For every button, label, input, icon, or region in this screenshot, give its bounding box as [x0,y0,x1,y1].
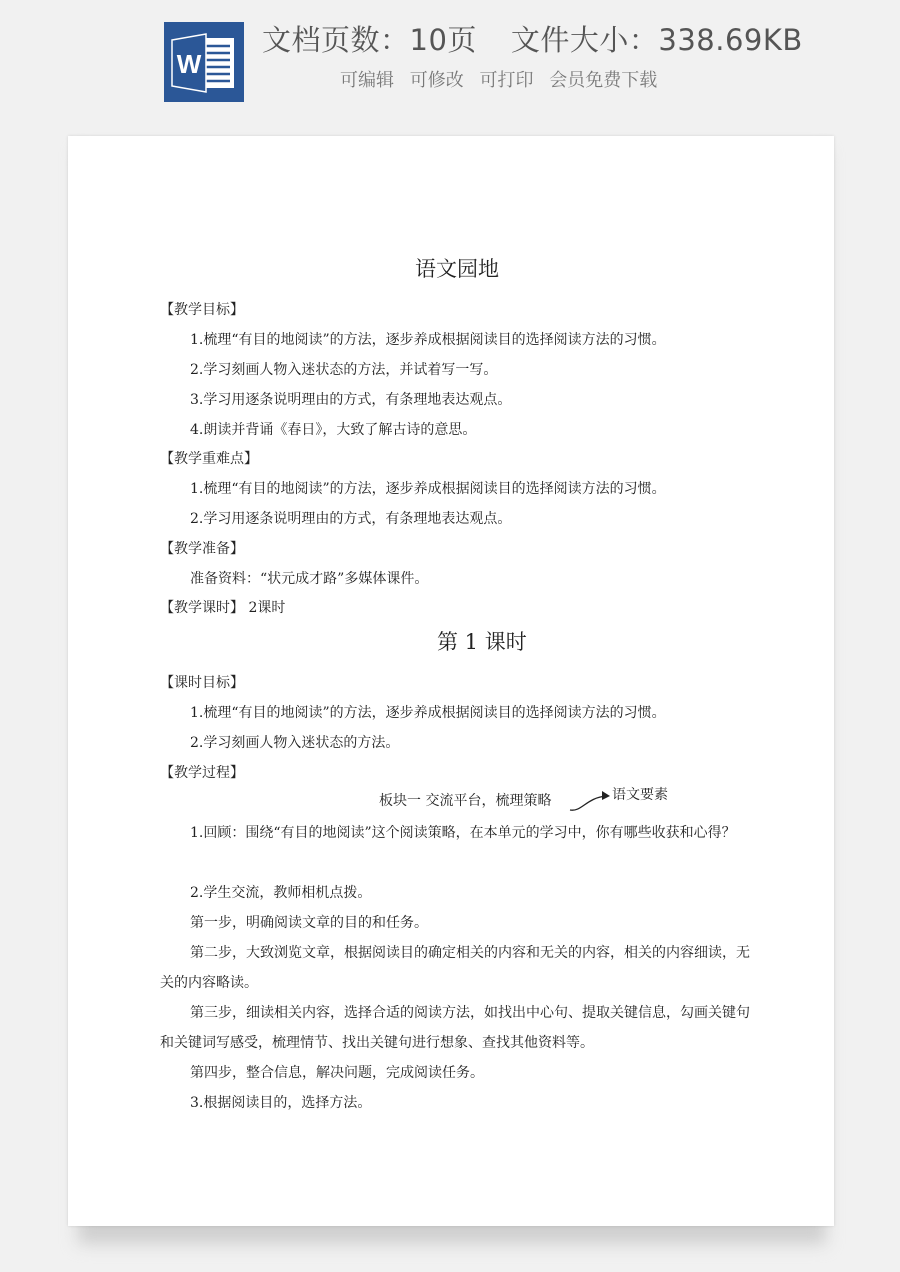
section-heading-hours [160,598,285,618]
process-paragraph: 1.回顾：围绕“有目的地阅读”这个阅读策略，在本单元的学习中，你有哪些收获和心得？ [190,825,736,841]
process-paragraph: 第一步，明确阅读文章的目的和任务。 [190,915,428,931]
section-heading-key-points: 【教学重难点】 [160,451,258,467]
process-paragraph: 第二步，大致浏览文章，根据阅读目的确定相关的内容和无关的内容，相关的内容细读，无关的内容略读。 [160,945,750,991]
key-point-item: 2.学习用逐条说明理由的方式，有条理地表达观点。 [190,511,512,527]
page-count: 文档页数：10页 [262,23,477,57]
logo-letter: W [176,49,202,79]
lesson-title: 第 1 课时 [437,630,527,654]
block-title: 板块一 交流平台，梳理策略 [379,793,552,809]
process-paragraph: 第四步，整合信息，解决问题，完成阅读任务。 [190,1065,484,1081]
banner-title [262,18,803,59]
section-heading-goals: 【教学目标】 [160,302,244,318]
process-paragraph: 第三步，细读相关内容，选择合适的阅读方法，如找出中心句、提取关键信息，勾画关键句和关键词写感受，梳理情节、找出关键句进行想象、查找其他资料等。 [160,1005,750,1051]
process-paragraph: 3.根据阅读目的，选择方法。 [190,1095,372,1111]
goal-item: 2.学习刻画人物入迷状态的方法，并试着写一写。 [190,362,498,378]
hours-heading: 【教学课时】 [160,600,244,616]
feature-modifiable: 可修改 [409,70,464,91]
feature-printable: 可打印 [479,70,534,91]
lesson-goal-item: 2.学习刻画人物入迷状态的方法。 [190,735,400,751]
goal-item: 1.梳理“有目的地阅读”的方法，逐步养成根据阅读目的选择阅读方法的习惯。 [190,332,666,348]
file-size: 文件大小：338.69KB [510,23,803,57]
word-document-icon [164,22,244,102]
document-body [68,136,834,1226]
annotation-arrow-icon [568,786,614,816]
feature-member-download: 会员免费下载 [549,70,658,91]
lesson-goal-item: 1.梳理“有目的地阅读”的方法，逐步养成根据阅读目的选择阅读方法的习惯。 [190,705,666,721]
document-title: 语文园地 [415,257,499,281]
goal-item: 3.学习用逐条说明理由的方式，有条理地表达观点。 [190,392,512,408]
block-annotation: 语文要素 [612,787,668,803]
hours-value: 2课时 [248,600,286,616]
section-heading-lesson-goals: 【课时目标】 [160,675,244,691]
prep-text: 准备资料：“状元成才路”多媒体课件。 [190,571,429,587]
feature-list [340,66,657,92]
download-banner [0,0,900,120]
feature-editable: 可编辑 [340,70,394,91]
goal-item: 4.朗读并背诵《春日》，大致了解古诗的意思。 [190,422,477,438]
section-heading-prep: 【教学准备】 [160,541,244,557]
key-point-item: 1.梳理“有目的地阅读”的方法，逐步养成根据阅读目的选择阅读方法的习惯。 [190,481,666,497]
document-page [68,136,834,1226]
process-paragraph: 2.学生交流，教师相机点拨。 [190,885,372,901]
section-heading-process: 【教学过程】 [160,765,244,781]
